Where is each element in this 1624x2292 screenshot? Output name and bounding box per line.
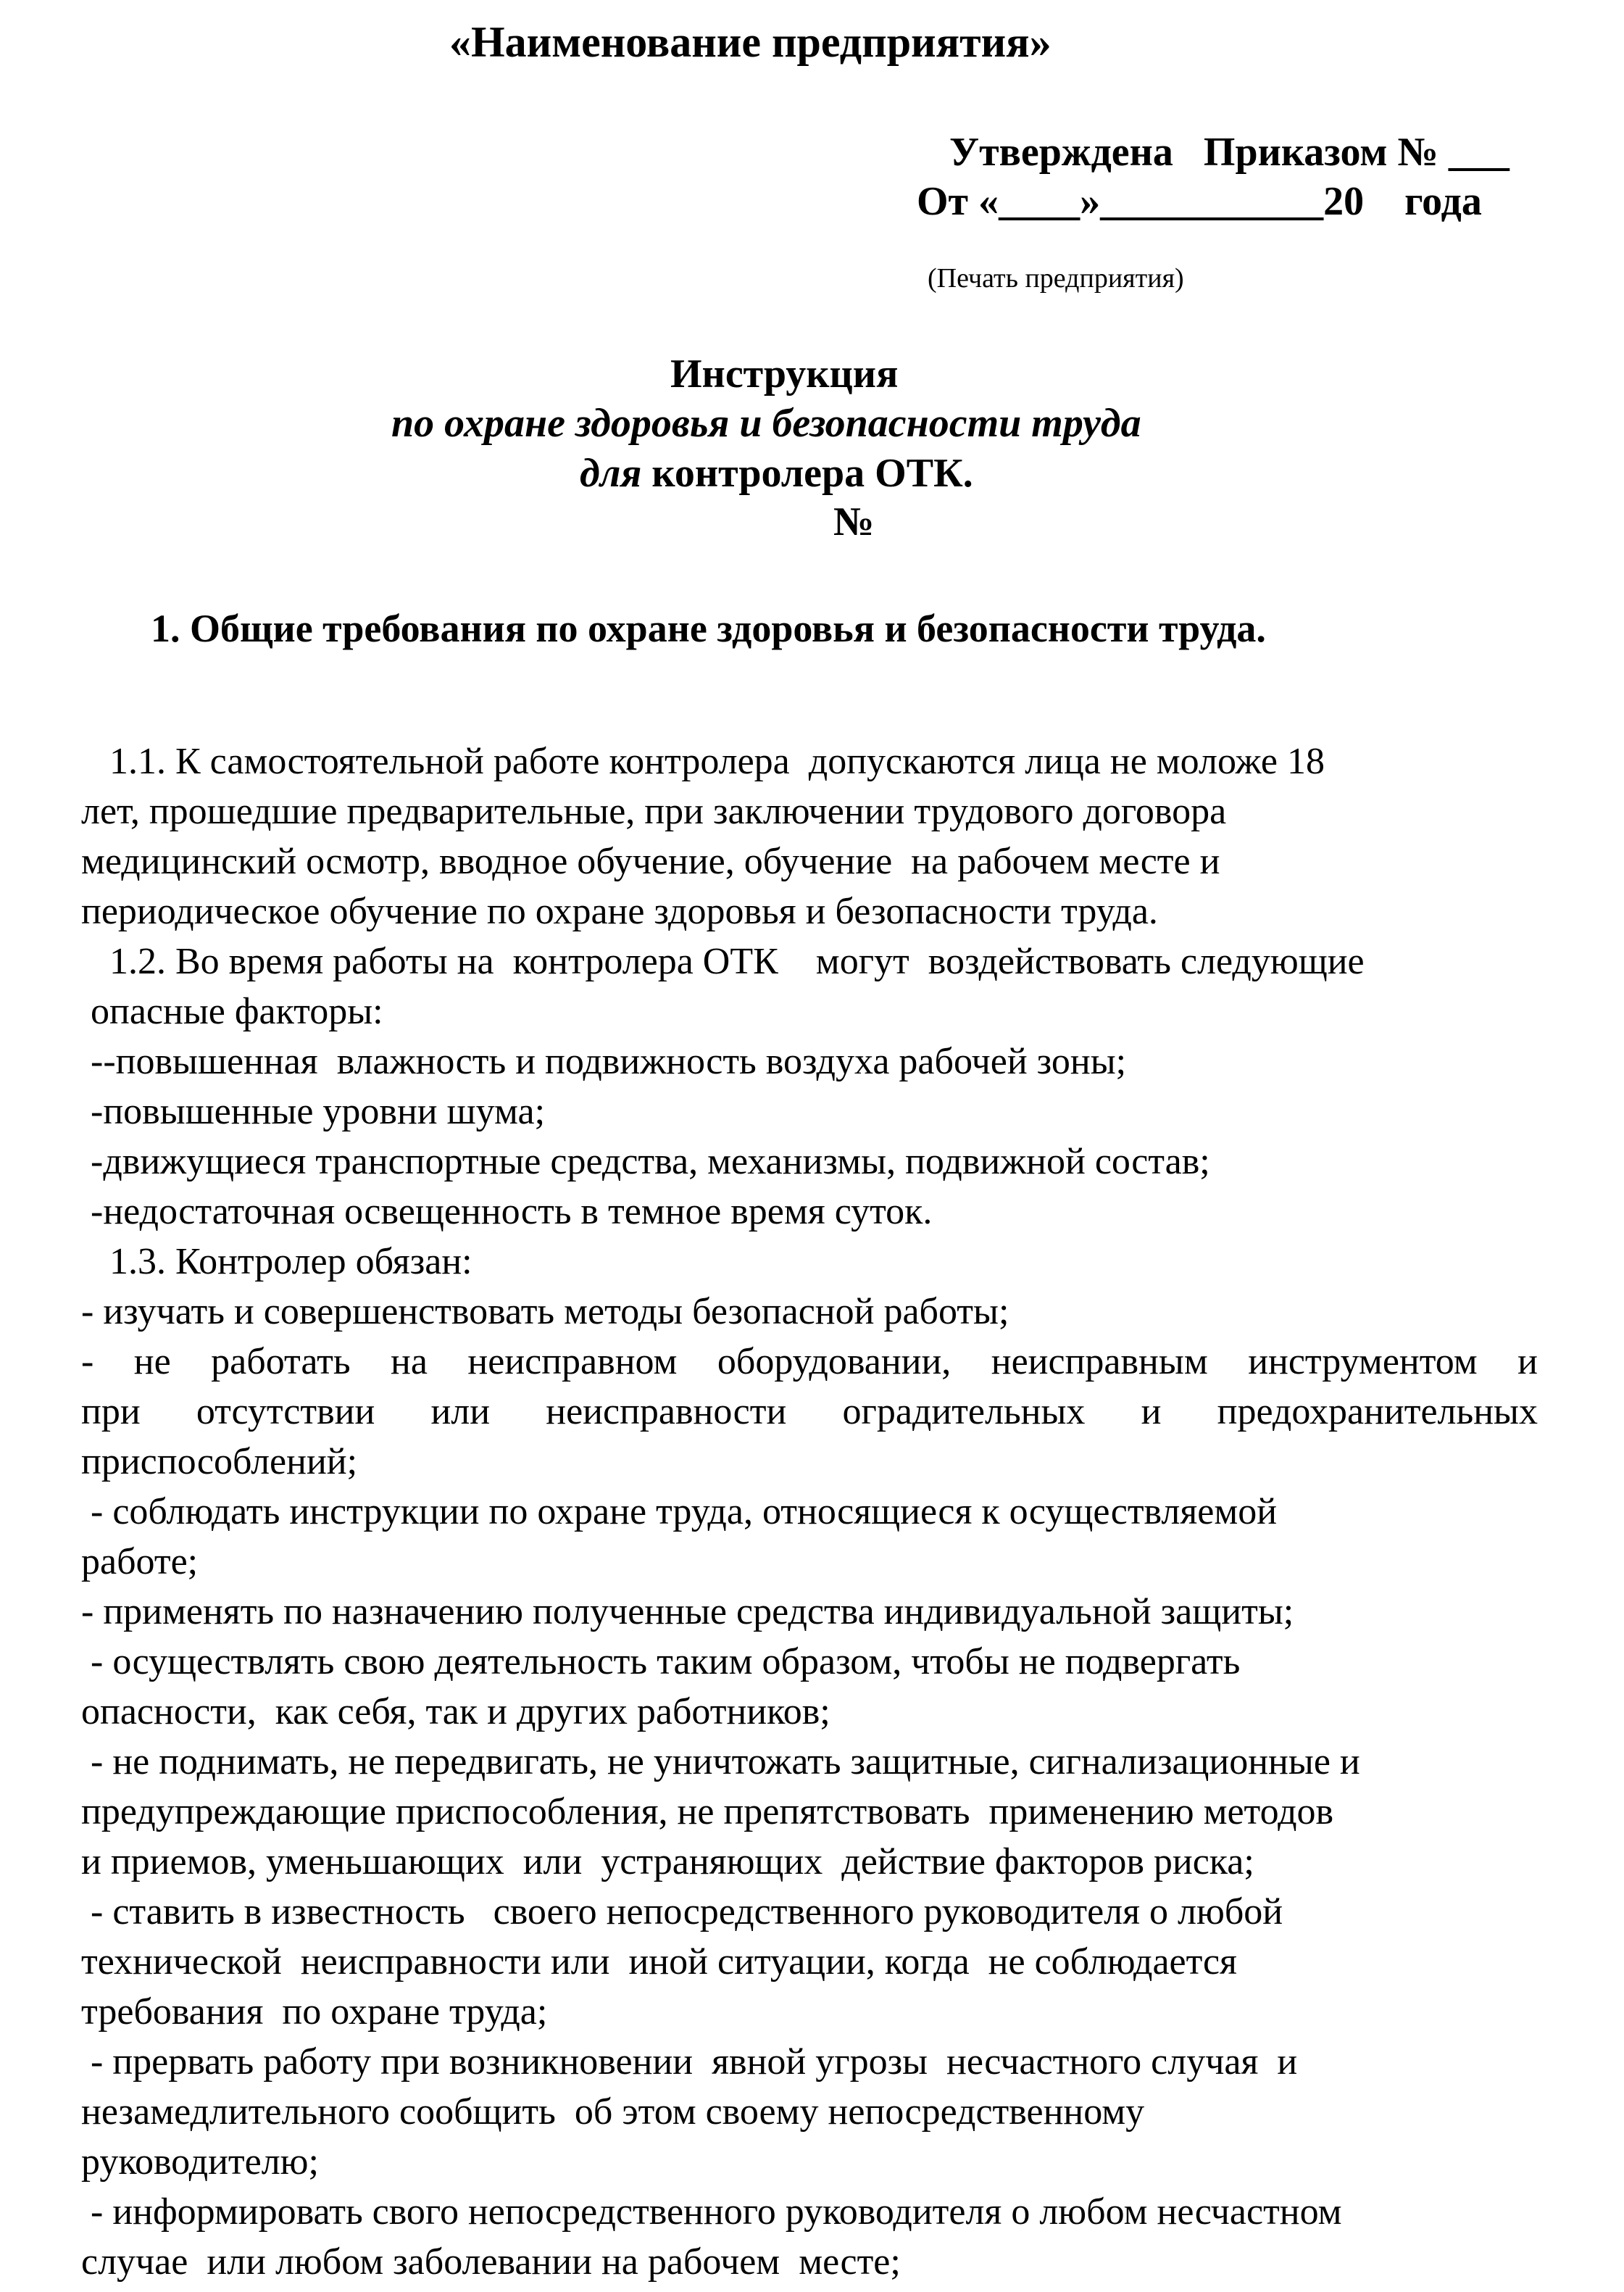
body-line: 1.1. К самостоятельной работе контролера допускаются лица не моложе 18	[81, 741, 1325, 782]
body-line: работе;	[81, 1541, 199, 1582]
body-line: предупреждающие приспособления, не препятствовать применению методов	[81, 1791, 1334, 1832]
body-line: - информировать свого непосредственного руководителя о любом несчастном	[81, 2191, 1342, 2233]
body-line: руководителю;	[81, 2141, 319, 2183]
body-line: - применять по назначению полученные средства индивидуальной защиты;	[81, 1591, 1294, 1632]
document-subtitle-position	[580, 453, 973, 494]
stamp-note: (Печать предприятия)	[928, 263, 1184, 294]
section-heading: 1. Общие требования по охране здоровья и безопасности труда.	[151, 607, 1266, 650]
body-line: - соблюдать инструкции по охране труда, относящиеся к осуществляемой	[81, 1491, 1278, 1532]
body-line: и приемов, уменьшающих или устраняющих действие факторов риска;	[81, 1841, 1254, 1882]
body-line: -движущиеся транспортные средства, механизмы, подвижной состав;	[81, 1141, 1210, 1182]
body-line: - изучать и совершенствовать методы безопасной работы;	[81, 1291, 1009, 1332]
document-subtitle: по охране здоровья и безопасности труда	[391, 401, 1141, 446]
body-line: опасные факторы:	[81, 991, 383, 1032]
body-line: лет, прошедшие предварительные, при заключении трудового договора	[81, 791, 1227, 832]
body-line: -недостаточная освещенность в темное время суток.	[81, 1191, 933, 1232]
body-line: технической неисправности или иной ситуации, когда не соблюдается	[81, 1941, 1237, 1982]
body-line: при отсутствии или неисправности оградительных и предохранительных	[81, 1391, 1538, 1432]
body-line: 1.2. Во время работы на контролера ОТК могут воздействовать следующие	[81, 941, 1365, 982]
document-title: Инструкция	[670, 352, 899, 396]
body-line: опасности, как себя, так и других работников;	[81, 1691, 830, 1732]
body-line: - не работать на неисправном оборудовании, неисправным инструментом и	[81, 1341, 1538, 1382]
body-line: - осуществлять свою деятельность таким образом, чтобы не подвергать	[81, 1641, 1241, 1682]
subtitle-position: контролера ОТК.	[641, 451, 973, 496]
body-line: - прервать работу при возникновении явной угрозы несчастного случая и	[81, 2041, 1298, 2083]
body-line: --повышенная влажность и подвижность воздуха рабочей зоны;	[81, 1041, 1127, 1082]
body-line: периодическое обучение по охране здоровья и безопасности труда.	[81, 891, 1158, 932]
subtitle-prefix: для	[580, 451, 642, 496]
body-line: - не поднимать, не передвигать, не уничтожать защитные, сигнализационные и	[81, 1741, 1360, 1782]
body-line: 1.3. Контролер обязан:	[81, 1241, 472, 1282]
body-line: -повышенные уровни шума;	[81, 1091, 546, 1132]
approval-line: Утверждена Приказом № ___	[949, 130, 1510, 175]
document-number: №	[833, 499, 875, 544]
body-line: приспособлений;	[81, 1441, 358, 1482]
company-name: «Наименование предприятия»	[449, 18, 1052, 66]
body-line: случае или любом заболевании на рабочем месте;	[81, 2241, 901, 2283]
body-line: - ставить в известность своего непосредственного руководителя о любой	[81, 1891, 1283, 1932]
body-line: незамедлительного сообщить об этом своему непосредственному	[81, 2091, 1145, 2133]
body-line: медицинский осмотр, вводное обучение, обучение на рабочем месте и	[81, 841, 1220, 882]
body-line: требования по охране труда;	[81, 1991, 548, 2033]
approval-date-line: От «____»___________20 года	[917, 179, 1482, 224]
